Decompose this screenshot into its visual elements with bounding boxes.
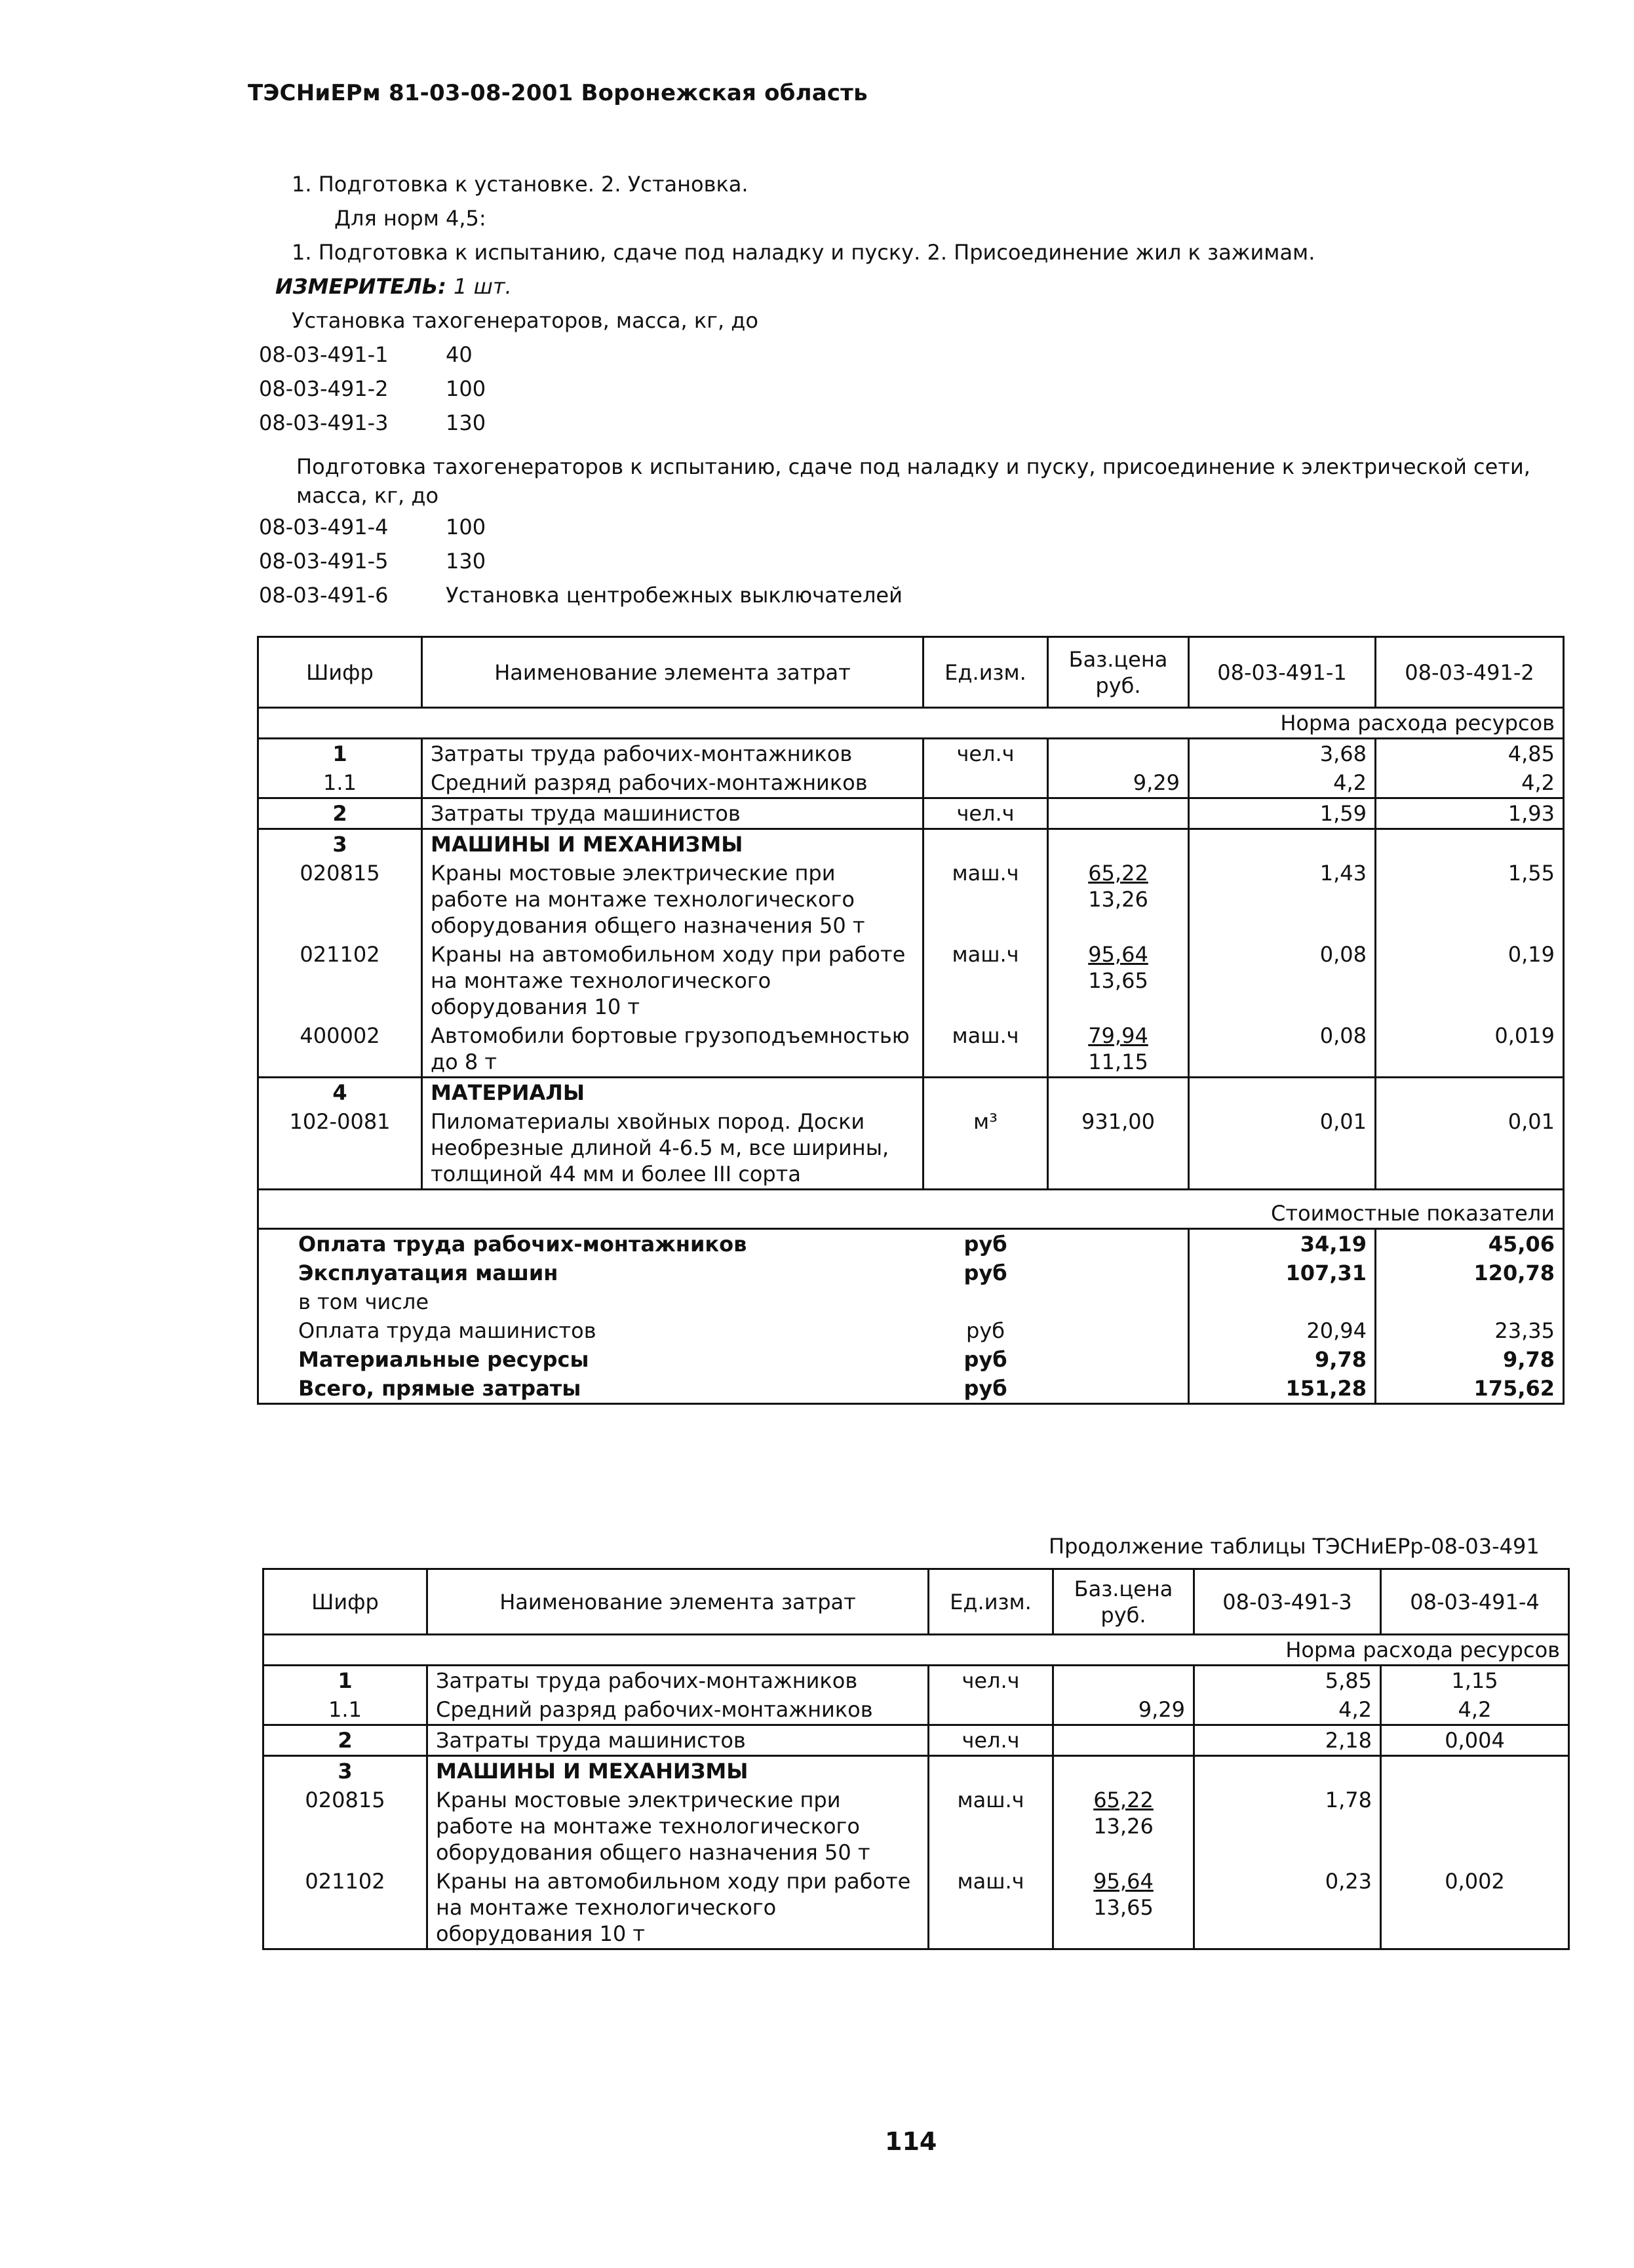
col-header-unit: Ед.изм. [924,637,1048,708]
total-unit: руб [963,1347,1007,1372]
norm-caption: Норма расхода ресурсов [258,708,1564,739]
intro-line: 1. Подготовка к испытанию, сдаче под наладку и пуску. 2. Присоединение жил к зажимам. [292,240,1315,265]
row-value-1: 0,08 [1189,940,1376,1021]
row-unit: маш.ч [924,859,1048,940]
total-unit: руб [966,1318,1005,1343]
norm-value: 100 [446,376,486,401]
intro-line: Для норм 4,5: [334,206,486,231]
norm-caption: Норма расхода ресурсов [263,1635,1569,1666]
price-value: 65,22 [1088,861,1148,886]
col-header-norm-1: 08-03-491-1 [1189,637,1376,708]
page-number: 114 [885,2127,937,2156]
row-value-1: 4,2 [1189,768,1376,798]
group-title: Установка тахогенераторов, масса, кг, до [292,308,758,333]
row-name: Средний разряд рабочих-монтажников [422,768,924,798]
caption-row [258,1190,1564,1229]
meter-line [259,269,1570,303]
table-row [263,1867,1569,1949]
price-value: 65,22 [1093,1788,1154,1812]
table-row [263,1786,1569,1867]
col-header-name: Наименование элемента затрат [427,1569,929,1635]
row-name: Затраты труда машинистов [427,1725,929,1756]
row-unit: чел.ч [929,1666,1053,1696]
row-code: 020815 [258,859,422,940]
table-row [263,1725,1569,1756]
row-price: 9,29 [1053,1695,1194,1725]
total-value-1: 20,94 [1189,1316,1376,1345]
caption-row [263,1635,1569,1666]
row-value-1: 0,23 [1194,1867,1381,1949]
row-code: 020815 [263,1786,427,1867]
total-value-1: 9,78 [1189,1345,1376,1374]
code-row [259,510,903,544]
total-row [258,1374,1564,1404]
col-header-norm-1: 08-03-491-3 [1194,1569,1381,1635]
section-title: МАШИНЫ И МЕХАНИЗМЫ [427,1756,929,1786]
total-unit: руб [924,1229,1048,1259]
total-unit: руб [963,1261,1007,1285]
total-row [258,1229,1564,1259]
row-value-1: 1,43 [1189,859,1376,940]
section-row [263,1756,1569,1786]
total-label: в том числе [258,1287,924,1316]
table-row [258,1021,1564,1078]
row-code: 1.1 [263,1695,427,1725]
total-value-2: 45,06 [1376,1229,1564,1259]
row-value-1: 0,08 [1189,1021,1376,1078]
section-title: МАШИНЫ И МЕХАНИЗМЫ [422,829,924,859]
row-value-2: 4,2 [1376,768,1564,798]
row-unit: м³ [924,1107,1048,1190]
row-value-2: 0,019 [1376,1021,1564,1078]
price-wage: 13,26 [1088,887,1148,912]
price-wage: 13,65 [1093,1895,1154,1920]
row-name: Затраты труда рабочих-монтажников [427,1666,929,1696]
norms-table-2 [262,1568,1570,1950]
table-row [263,1666,1569,1696]
table-header-row [263,1569,1569,1635]
table-row [258,768,1564,798]
row-unit: чел.ч [924,739,1048,769]
code-row [259,338,486,372]
row-value-2: 0,19 [1376,940,1564,1021]
col-header-norm-2: 08-03-491-4 [1381,1569,1569,1635]
row-value-1: 1,59 [1189,798,1376,829]
col-header-code: Шифр [263,1569,427,1635]
code-list-2 [259,510,903,612]
row-code: 400002 [258,1021,422,1078]
table-row [263,1695,1569,1725]
row-price: 931,00 [1048,1107,1189,1190]
row-value-1: 4,2 [1194,1695,1381,1725]
price-wage: 13,26 [1093,1814,1154,1839]
row-value-2: 4,85 [1376,739,1564,769]
row-name: Краны на автомобильном ходу при работе на монтаже технологического оборудования 10 т [422,940,924,1021]
row-unit [924,768,1048,798]
row-name: Средний разряд рабочих-монтажников [427,1695,929,1725]
caption-row [258,708,1564,739]
total-value-2: 120,78 [1376,1259,1564,1287]
row-code: 021102 [263,1867,427,1949]
total-unit: руб [924,1374,1048,1404]
norms-table-1 [257,636,1565,1405]
total-row [258,1345,1564,1374]
table-row [258,940,1564,1021]
col-header-unit: Ед.изм. [929,1569,1053,1635]
row-value-1: 3,68 [1189,739,1376,769]
row-value-2 [1381,1786,1569,1867]
row-name: Затраты труда рабочих-монтажников [422,739,924,769]
table-header-row [258,637,1564,708]
price-value: 95,64 [1088,942,1148,967]
norm-value: 130 [446,410,486,435]
total-value-1: 151,28 [1189,1374,1376,1404]
row-unit: маш.ч [924,1021,1048,1078]
section-row [258,829,1564,859]
row-code: 102-0081 [258,1107,422,1190]
total-label: Оплата труда рабочих-монтажников [258,1229,924,1259]
price-value: 79,94 [1088,1023,1148,1048]
section-code: 4 [258,1078,422,1108]
cost-caption: Стоимостные показатели [258,1190,1564,1229]
row-value-2: 1,93 [1376,798,1564,829]
col-header-name: Наименование элемента затрат [422,637,924,708]
row-code: 1.1 [258,768,422,798]
total-value-2: 23,35 [1376,1316,1564,1345]
row-price [1048,859,1189,940]
section-row [258,1078,1564,1108]
table-row [258,739,1564,769]
norm-code: 08-03-491-3 [259,410,389,435]
row-value-1: 5,85 [1194,1666,1381,1696]
norm-value: Установка центробежных выключателей [446,583,903,608]
row-price [1053,1867,1194,1949]
row-unit: маш.ч [924,940,1048,1021]
col-header-norm-2: 08-03-491-2 [1376,637,1564,708]
norm-value: 130 [446,549,486,574]
code-row [259,372,486,406]
row-value-2: 0,004 [1381,1725,1569,1756]
row-price [1053,1786,1194,1867]
total-row [258,1259,1564,1287]
row-price [1048,940,1189,1021]
row-name: Пиломатериалы хвойных пород. Доски необрезные длиной 4-6.5 м, все ширины, толщиной 44 мм и более III сорта [422,1107,924,1190]
table-row [258,859,1564,940]
section-code: 3 [263,1756,427,1786]
table-row [258,1107,1564,1190]
row-unit: маш.ч [929,1867,1053,1949]
col-header-price: Баз.цена руб. [1048,637,1189,708]
norm-value: 40 [446,342,473,367]
total-label: Оплата труда машинистов [258,1316,924,1345]
norm-code: 08-03-491-6 [259,583,389,608]
norm-code: 08-03-491-5 [259,549,389,574]
price-wage: 11,15 [1088,1049,1148,1074]
row-code: 1 [263,1666,427,1696]
norm-code: 08-03-491-4 [259,515,389,539]
group-title: Подготовка тахогенераторов к испытанию, сдаче под наладку и пуску, присоединение к электрической сети, масса, кг, до [296,454,1530,508]
code-list-1 [259,338,486,440]
row-value-1: 2,18 [1194,1725,1381,1756]
intro-text [259,167,1570,338]
row-value-2: 1,15 [1381,1666,1569,1696]
row-value-1: 0,01 [1189,1107,1376,1190]
total-row [258,1316,1564,1345]
row-unit [929,1695,1053,1725]
row-value-2: 0,002 [1381,1867,1569,1949]
price-wage: 13,65 [1088,968,1148,993]
row-code: 2 [263,1725,427,1756]
row-price [1053,1725,1194,1756]
row-value-1: 1,78 [1194,1786,1381,1867]
row-unit: чел.ч [929,1725,1053,1756]
row-code: 021102 [258,940,422,1021]
row-value-2: 4,2 [1381,1695,1569,1725]
col-header-code: Шифр [258,637,422,708]
code-row [259,578,903,612]
row-name: Затраты труда машинистов [422,798,924,829]
row-name: Краны на автомобильном ходу при работе на монтаже технологического оборудования 10 т [427,1867,929,1949]
row-name: Автомобили бортовые грузоподъемностью до 8 т [422,1021,924,1078]
intro-line: 1. Подготовка к установке. 2. Установка. [292,172,749,197]
row-unit: маш.ч [929,1786,1053,1867]
row-price [1048,798,1189,829]
total-value-2: 175,62 [1376,1374,1564,1404]
total-label: Эксплуатация машин [258,1259,924,1287]
row-code: 1 [258,739,422,769]
row-price [1053,1666,1194,1696]
col-header-price: Баз.цена руб. [1053,1569,1194,1635]
table-row [258,798,1564,829]
row-code: 2 [258,798,422,829]
total-row [258,1287,1564,1316]
row-price [1048,1021,1189,1078]
row-unit: чел.ч [924,798,1048,829]
total-value-1: 34,19 [1189,1229,1376,1259]
section-title: МАТЕРИАЛЫ [422,1078,924,1108]
row-price [1048,739,1189,769]
row-name: Краны мостовые электрические при работе на монтаже технологического оборудования общего назначения 50 т [422,859,924,940]
code-row [259,406,486,440]
price-value: 95,64 [1093,1869,1154,1894]
code-row [259,544,903,578]
row-value-2: 1,55 [1376,859,1564,940]
norm-value: 100 [446,515,486,539]
norm-code: 08-03-491-1 [259,342,389,367]
continuation-caption: Продолжение таблицы ТЭСНиЕРр-08-03-491 [1049,1534,1540,1559]
row-value-2: 0,01 [1376,1107,1564,1190]
row-price: 9,29 [1048,768,1189,798]
row-name: Краны мостовые электрические при работе на монтаже технологического оборудования общего назначения 50 т [427,1786,929,1867]
meter-value: 1 шт. [454,274,512,299]
section-code: 3 [258,829,422,859]
total-label: Материальные ресурсы [258,1345,924,1374]
page-header: ТЭСНиЕРм 81-03-08-2001 Воронежская область [248,80,868,106]
total-label: Всего, прямые затраты [258,1374,924,1404]
total-value-2: 9,78 [1376,1345,1564,1374]
norm-code: 08-03-491-2 [259,376,389,401]
total-value-1: 107,31 [1189,1259,1376,1287]
meter-label: ИЗМЕРИТЕЛЬ: [275,274,446,299]
